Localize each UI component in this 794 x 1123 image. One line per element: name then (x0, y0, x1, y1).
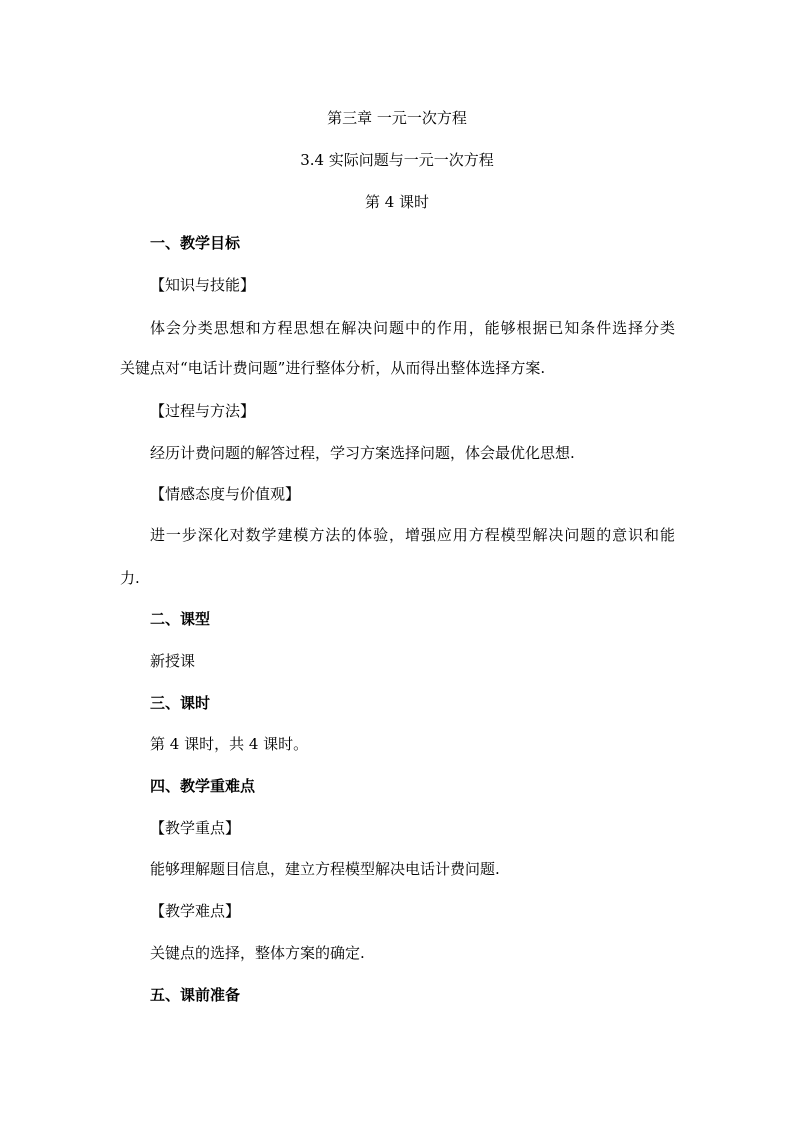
heading-teaching-objectives: 一、教学目标 (150, 234, 241, 252)
heading-preparation: 五、课前准备 (150, 986, 241, 1004)
paragraph-knowledge-line-1: 体会分类思想和方程思想在解决问题中的作用，能够根据已知条件选择分类 (150, 319, 675, 337)
paragraph-lesson-type: 新授课 (150, 652, 196, 670)
label-process-method: 【过程与方法】 (150, 402, 256, 420)
paragraph-emotion-line-2: 力. (120, 569, 140, 587)
label-teaching-difficulty: 【教学难点】 (150, 902, 241, 920)
label-teaching-focus: 【教学重点】 (150, 819, 241, 837)
lesson-title: 第 4 课时 (364, 193, 430, 211)
section-title: 3.4 实际问题与一元一次方程 (300, 151, 494, 169)
heading-class-hours: 三、课时 (150, 694, 211, 712)
chapter-title: 第三章 一元一次方程 (327, 109, 467, 127)
heading-lesson-type: 二、课型 (150, 610, 211, 628)
heading-key-difficult-points: 四、教学重难点 (150, 777, 256, 795)
label-emotion-values: 【情感态度与价值观】 (150, 485, 301, 503)
paragraph-process: 经历计费问题的解答过程，学习方案选择问题，体会最优化思想. (150, 444, 575, 462)
paragraph-teaching-focus: 能够理解题目信息，建立方程模型解决电话计费问题. (150, 860, 500, 878)
paragraph-emotion-line-1: 进一步深化对数学建模方法的体验，增强应用方程模型解决问题的意识和能 (150, 526, 675, 544)
paragraph-class-hours: 第 4 课时，共 4 课时。 (150, 735, 309, 753)
label-knowledge-skills: 【知识与技能】 (150, 276, 256, 294)
paragraph-knowledge-line-2: 关键点对“电话计费问题”进行整体分析，从而得出整体选择方案. (120, 359, 546, 377)
paragraph-teaching-difficulty: 关键点的选择，整体方案的确定. (150, 944, 365, 962)
